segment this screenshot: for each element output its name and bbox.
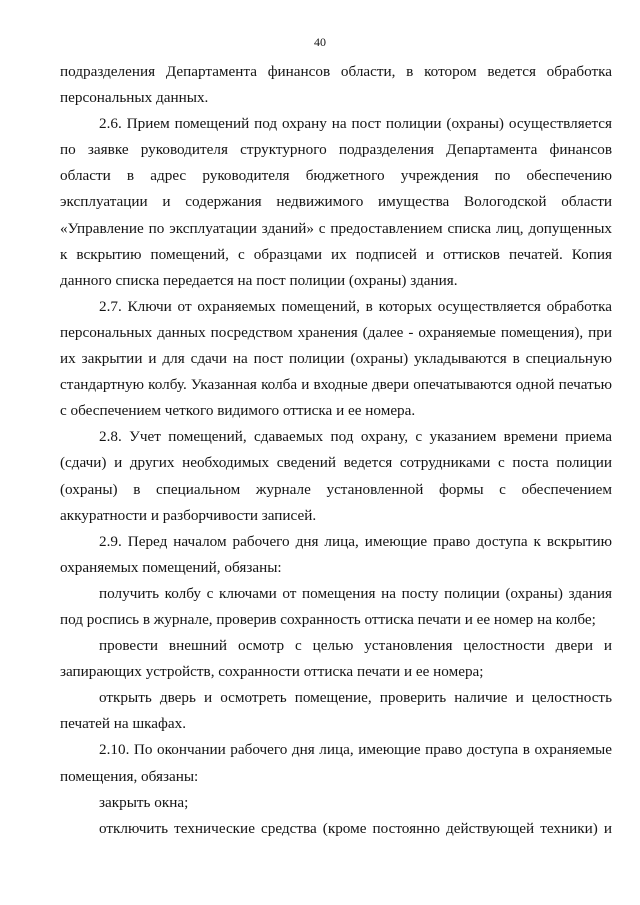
paragraph-item-inspect-door: провести внешний осмотр с целью установления целостности двери и запирающих устройств, сохранности оттиска печати и ее номера;	[60, 637, 612, 681]
paragraph-item-open-door: открыть дверь и осмотреть помещение, проверить наличие и целостность печатей на шкафах.	[60, 689, 612, 733]
paragraph-2-8: 2.8. Учет помещений, сдаваемых под охрану, с указанием времени приема (сдачи) и других необходимых сведений ведется сотрудниками с поста полиции (охраны) в специальном журнале установленной формы с обеспечением аккуратности и разборчивости записей.	[60, 428, 612, 524]
paragraph-2-7: 2.7. Ключи от охраняемых помещений, в которых осуществляется обработка персональных данных посредством хранения (далее - охраняемые помещения), при их закрытии и для сдачи на пост полиции (охраны) укладываются в специальную стандартную колбу. Указанная колба и входные двери опечатываются одной печатью с обеспечением четкого видимого оттиска и ее номера.	[60, 297, 612, 420]
paragraph-item-get-flask: получить колбу с ключами от помещения на посту полиции (охраны) здания под роспись в журнале, проверив сохранность оттиска печати и ее номер на колбе;	[60, 584, 612, 628]
paragraph-item-close-windows: закрыть окна;	[99, 793, 189, 811]
paragraph-item-switch-off: отключить технические средства (кроме постоянно действующей техники) и	[99, 819, 612, 837]
paragraph-continuation: подразделения Департамента финансов области, в котором ведется обработка персональных данных.	[60, 63, 612, 107]
paragraph-2-9: 2.9. Перед началом рабочего дня лица, имеющие право доступа к вскрытию охраняемых помещений, обязаны:	[60, 532, 612, 576]
page-number: 40	[314, 35, 326, 49]
paragraph-2-10: 2.10. По окончании рабочего дня лица, имеющие право доступа в охраняемые помещения, обязаны:	[60, 741, 612, 785]
paragraph-2-6: 2.6. Прием помещений под охрану на пост полиции (охраны) осуществляется по заявке руководителя структурного подразделения Департамента финансов области в адрес руководителя бюджетного учреждения по обеспечению эксплуатации и содержания недвижимого имущества Вологодской области «Управление по эксплуатации зданий» с предоставлением списка лиц, допущенных к вскрытию помещений, с образцами их подписей и оттисков печатей. Копия данного списка передается на пост полиции (охраны) здания.	[60, 115, 612, 289]
document-body	[60, 59, 612, 842]
